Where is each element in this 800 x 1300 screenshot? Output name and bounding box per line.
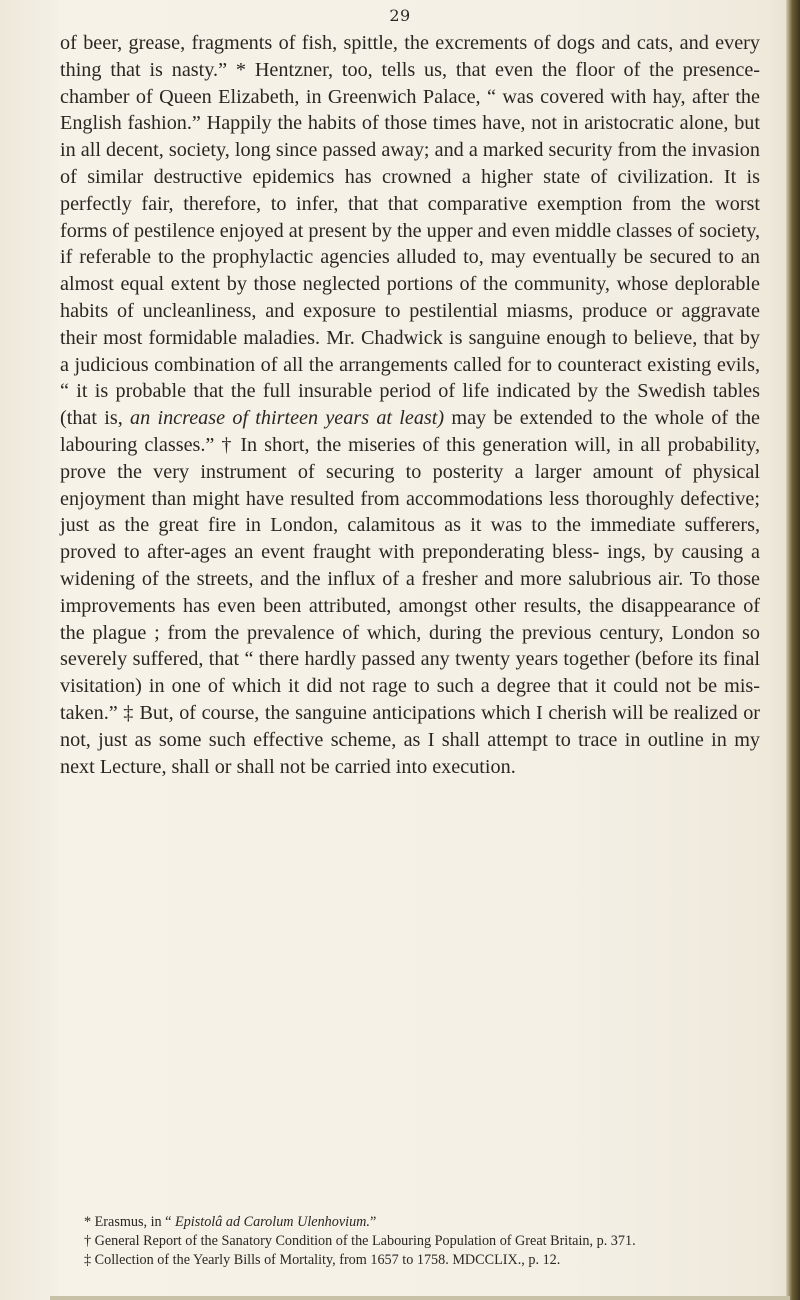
- text-line: enjoyed at present by the upper and even middle classes of: [219, 219, 695, 242]
- text-line: cherish will be realized or not, just as some such effective: [60, 701, 761, 751]
- text-line: and cats, and every thing that is nasty.” * Hentzner, too, tells: [60, 32, 760, 81]
- text-line: society, if referable to the prophylactic agencies alluded to,: [60, 219, 761, 269]
- footnote-italic-title: Epistolâ ad Carolum Ulenhovium.: [175, 1214, 370, 1230]
- footnotes: [60, 1213, 760, 1270]
- body-paragraph: [60, 30, 760, 780]
- text-line: aggravate their most formidable maladies. Mr. Chadwick is: [60, 299, 760, 349]
- text-line: comparative exemption from the worst forms of pestilence: [60, 192, 761, 242]
- text-line: similar destructive epidemics has crowned a higher state of: [87, 165, 608, 188]
- text-line: is probable that the full insurable period of life indicated by the: [94, 380, 630, 403]
- footnote-general-report: † General Report of the Sanatory Condition of the Labouring Population of Great Britain, p. 371.: [84, 1233, 636, 1249]
- text-line: passed away; and a marked security from the invasion of: [60, 139, 760, 188]
- text-line: of the plague ; from the prevalence of which, during the previous: [60, 594, 761, 644]
- text-line: Lecture, shall or shall not be carried into execution.: [99, 755, 516, 778]
- text-line: Swedish tables (that is,: [60, 380, 760, 430]
- bottom-rule: [50, 1296, 790, 1300]
- text-line: any twenty years together (before its final visitation) in one of: [60, 648, 761, 698]
- footnote-erasmus: * Erasmus, in “ Epistolâ ad Carolum Ulenhovium.”: [84, 1214, 377, 1230]
- text-line: in London, calamitous as it was to the immediate sufferers,: [245, 514, 760, 537]
- text-line: which it did not rage to such a degree that it could not be mis-: [231, 675, 761, 698]
- italic-quote: an increase of thirteen years at least): [130, 407, 445, 430]
- text-line: taken.” ‡ But, of course, the sanguine anticipations which I: [60, 701, 543, 724]
- text-line: proved to after-ages an event fraught with preponderating bless-: [60, 541, 600, 564]
- text-line: uncleanliness, and exposure to pestilential miasms, produce or: [142, 299, 673, 322]
- page-edge-shadow: [786, 0, 800, 1300]
- footnote-bills-of-mortality: ‡ Collection of the Yearly Bills of Mortality, from 1657 to 1758. MDCCLIX., p. 12.: [84, 1252, 561, 1268]
- text-line: scheme, as I shall attempt to trace in outline in my next: [60, 728, 760, 778]
- text-line: may eventually be secured to an almost equal extent by those: [60, 246, 761, 296]
- text-line: amount of physical enjoyment than might have resulted from: [60, 460, 760, 510]
- text-line: of beer, grease, fragments of fish, spittle, the excrements of dogs: [60, 32, 595, 54]
- text-line: Elizabeth, in Greenwich Palace, “ was covered with hay, after: [218, 85, 729, 108]
- page-number: 29: [389, 6, 411, 25]
- text-line: sanguine enough to believe, that by a judicious combination of: [60, 326, 761, 376]
- text-line: even been attributed, amongst other results, the disappearance: [217, 594, 736, 617]
- text-line: neglected portions of the community, whose deplorable habits of: [60, 273, 760, 322]
- text-line: accommodations less thoroughly defective; just as the great fire: [60, 487, 760, 537]
- body-text: [60, 30, 760, 780]
- text-line: prove the very instrument of securing to posterity a larger: [60, 460, 582, 483]
- text-line: century, London so severely suffered, that “ there hardly passed: [60, 621, 760, 671]
- text-line: ings, by causing a widening of the streets, and the influx of a: [60, 541, 760, 590]
- text-line: the English fashion.” Happily the habits of those times have,: [60, 85, 760, 135]
- text-line: all the arrangements called for to counteract existing evils, “ it: [60, 353, 761, 403]
- text-line: us, that even the floor of the presence-chamber of Queen: [60, 58, 760, 108]
- text-line: not in aristocratic alone, but in all decent, society, long since: [60, 112, 760, 162]
- text-line: fresher and more salubrious air. To those improvements has: [60, 567, 761, 617]
- text-line: civilization. It is perfectly fair, therefore, to infer, that that: [60, 165, 760, 215]
- page-gutter: [0, 0, 58, 1300]
- text-line: short, the miseries of this generation will, in all probability,: [264, 433, 760, 456]
- text-line: may be extended to the whole of the labouring classes.” † In: [60, 407, 761, 456]
